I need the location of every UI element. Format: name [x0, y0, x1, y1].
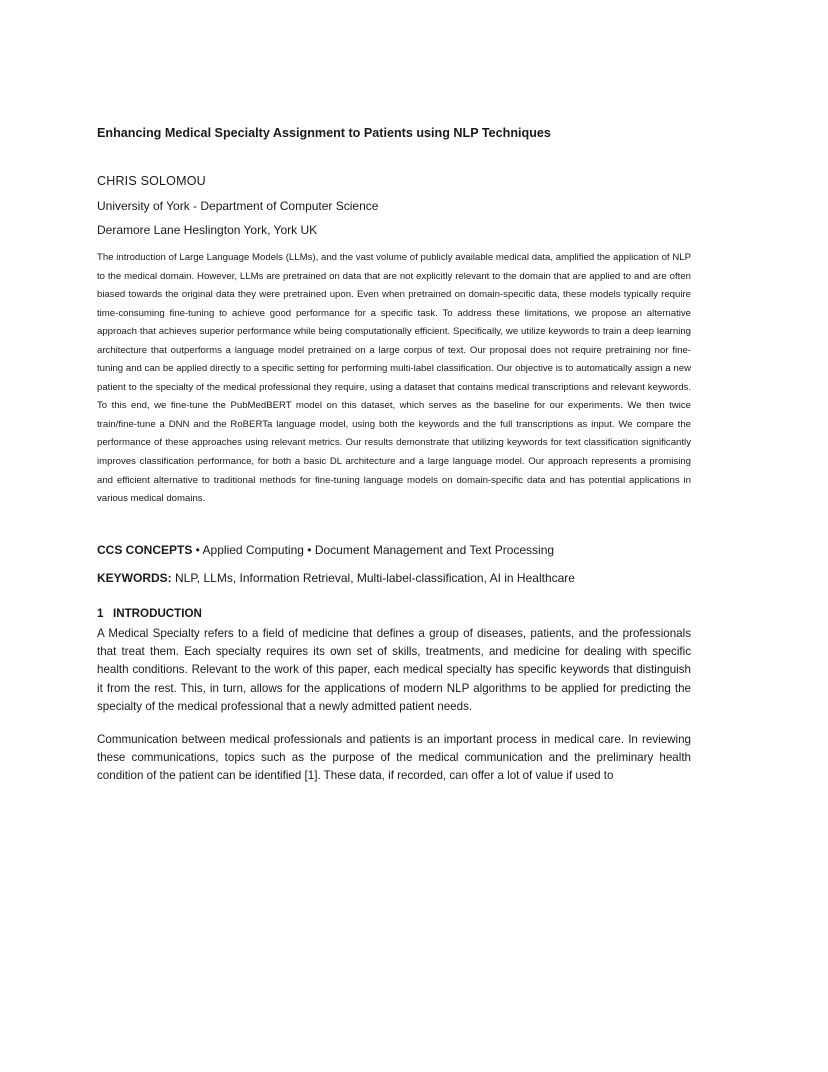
- keywords-label: KEYWORDS:: [97, 571, 172, 585]
- introduction-paragraph: Communication between medical professionals and patients is an important process in medical care. In reviewing these communications, topics such as the purpose of the medical communication and the preliminary health condition of the patient can be identified [1]. These data, if recorded, can offer a lot of value if used to: [97, 733, 691, 783]
- author-affiliation: University of York - Department of Computer Science: [97, 199, 379, 213]
- section-number: 1: [97, 607, 104, 620]
- ccs-concepts-text: • Applied Computing • Document Management and Text Processing: [192, 543, 555, 557]
- paper-title: Enhancing Medical Specialty Assignment to Patients using NLP Techniques: [97, 126, 551, 140]
- author-address: Deramore Lane Heslington York, York UK: [97, 223, 318, 237]
- ccs-concepts-label: CCS CONCEPTS: [97, 543, 193, 557]
- keywords-text: NLP, LLMs, Information Retrieval, Multi-label-classification, AI in Healthcare: [171, 571, 575, 585]
- author-name: CHRIS SOLOMOU: [97, 174, 206, 188]
- ccs-concepts: [97, 543, 554, 557]
- abstract: The introduction of Large Language Models (LLMs), and the vast volume of publicly available medical data, amplified the application of NLP to the medical domain. However, LLMs are pretrained on data that are not explicitly relevant to the domain that are applied to and are often biased towards the original data they were pretrained upon. Even when pretrained on domain-specific data, these models typically require time-consuming fine-tuning to achieve good performance for a specific task. To address these limitations, we propose an alternative approach that achieves superior performance while being computationally efficient. Specifically, we utilize keywords to train a deep learning architecture that outperforms a language model pretrained on a large corpus of text. Our proposal does not require pretraining nor fine-tuning and can be applied directly to a specific setting for performing multi-label classification. Our objective is to automatically assign a new patient to the specialty of the medical professional they require, using a dataset that contains medical transcriptions and relevant keywords. To this end, we fine-tune the PubMedBERT model on this dataset, which serves as the baseline for our experiments. We then twice train/fine-tune a DNN and the RoBERTa language model, using both the keywords and the full transcriptions as input. We compare the performance of these approaches using relevant metrics. Our results demonstrate that utilizing keywords for text classification significantly improves classification performance, for both a basic DL architecture and a large language model. Our approach represents a promising and efficient alternative to traditional methods for fine-tuning language models on domain-specific data and has potential applications in various medical domains.: [97, 252, 691, 505]
- section-heading-introduction: [97, 607, 202, 620]
- section-title: INTRODUCTION: [113, 607, 202, 620]
- introduction-paragraph: A Medical Specialty refers to a field of medicine that defines a group of diseases, patients, and the professionals that treat them. Each specialty requires its own set of skills, treatments, and medicine for dealing with specific health conditions. Relevant to the work of this paper, each medical specialty has specific keywords that distinguish it from the rest. This, in turn, allows for the applications of modern NLP algorithms to be applied for predicting the specialty of the medical professional that a newly admitted patient needs.: [97, 627, 691, 713]
- keywords: [97, 571, 575, 585]
